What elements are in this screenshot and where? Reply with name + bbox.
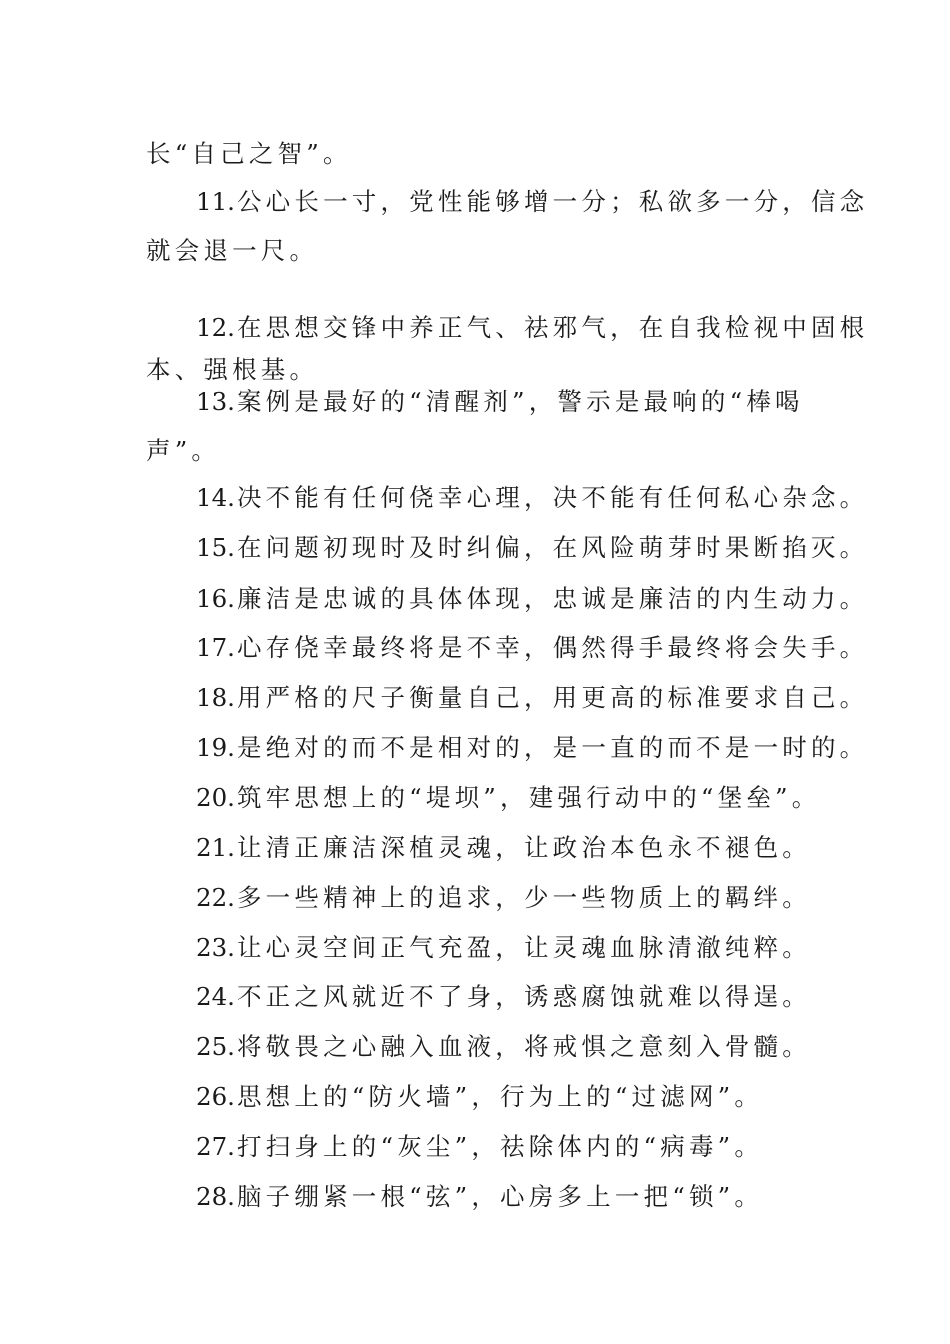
paragraph-line: [196, 828, 811, 868]
paragraph-line: [196, 878, 811, 918]
paragraph-line: [196, 928, 811, 968]
paragraph-line: [196, 1027, 811, 1067]
paragraph-line: [196, 1177, 763, 1217]
paragraph-text: 公心长一寸，党性能够增一分；私欲多一分，信念: [236, 187, 869, 216]
item-number: 17.: [196, 633, 235, 662]
paragraph-text: 不正之风就近不了身，诱惑腐蚀就难以得逞。: [236, 982, 811, 1011]
item-number: 23.: [196, 933, 235, 962]
paragraph-text: 决不能有任何侥幸心理，决不能有任何私心杂念。: [236, 483, 869, 512]
paragraph-line: [196, 1127, 763, 1167]
paragraph-text: 在思想交锋中养正气、祛邪气，在自我检视中固根: [236, 313, 869, 342]
item-number: 20.: [196, 783, 235, 812]
paragraph-line: [196, 728, 868, 768]
item-number: 13.: [196, 387, 235, 416]
paragraph-text: 打扫身上的“灰尘”，祛除体内的“病毒”。: [236, 1132, 764, 1161]
item-number: 25.: [196, 1032, 235, 1061]
paragraph-text: 将敬畏之心融入血液，将戒惧之意刻入骨髓。: [236, 1032, 811, 1061]
paragraph-text: 案例是最好的“清醒剂”，警示是最响的“棒喝: [236, 387, 804, 416]
paragraph-text: 筑牢思想上的“堤坝”，建强行动中的“堡垒”。: [236, 783, 821, 812]
item-number: 26.: [196, 1082, 235, 1111]
item-number: 19.: [196, 733, 235, 762]
item-number: 11.: [196, 187, 235, 216]
paragraph-text: 心存侥幸最终将是不幸，偶然得手最终将会失手。: [236, 633, 869, 662]
paragraph-text: 让清正廉洁深植灵魂，让政治本色永不褪色。: [236, 833, 811, 862]
paragraph-line: [196, 778, 820, 818]
item-number: 27.: [196, 1132, 235, 1161]
item-number: 22.: [196, 883, 235, 912]
item-number: 15.: [196, 533, 235, 562]
paragraph-text: 让心灵空间正气充盈，让灵魂血脉清澈纯粹。: [236, 933, 811, 962]
item-number: 28.: [196, 1182, 235, 1211]
paragraph-line: 长“自己之智”。: [146, 139, 352, 168]
paragraph-text: 是绝对的而不是相对的，是一直的而不是一时的。: [236, 733, 869, 762]
paragraph-line: [196, 528, 868, 568]
paragraph-line: 就会退一尺。: [146, 236, 319, 265]
paragraph-line: [196, 1077, 763, 1117]
paragraph-line: [196, 182, 868, 222]
item-number: 14.: [196, 483, 235, 512]
paragraph-line: 本、强根基。: [146, 355, 319, 384]
paragraph-line: [196, 628, 868, 668]
item-number: 24.: [196, 982, 235, 1011]
paragraph-line: [196, 382, 804, 422]
paragraph-line: [196, 579, 868, 619]
paragraph-text: 廉洁是忠诚的具体体现，忠诚是廉洁的内生动力。: [236, 584, 869, 613]
paragraph-line: 声”。: [146, 436, 221, 465]
item-number: 18.: [196, 683, 235, 712]
paragraph-text: 思想上的“防火墙”，行为上的“过滤网”。: [236, 1082, 764, 1111]
paragraph-line: [196, 308, 868, 348]
item-number: 12.: [196, 313, 235, 342]
paragraph-text: 多一些精神上的追求，少一些物质上的羁绊。: [236, 883, 811, 912]
paragraph-line: [196, 678, 868, 718]
item-number: 21.: [196, 833, 235, 862]
paragraph-text: 用严格的尺子衡量自己，用更高的标准要求自己。: [236, 683, 869, 712]
item-number: 16.: [196, 584, 235, 613]
paragraph-line: [196, 977, 811, 1017]
paragraph-text: 脑子绷紧一根“弦”，心房多上一把“锁”。: [236, 1182, 764, 1211]
paragraph-text: 在问题初现时及时纠偏，在风险萌芽时果断掐灭。: [236, 533, 869, 562]
paragraph-line: [196, 478, 868, 518]
